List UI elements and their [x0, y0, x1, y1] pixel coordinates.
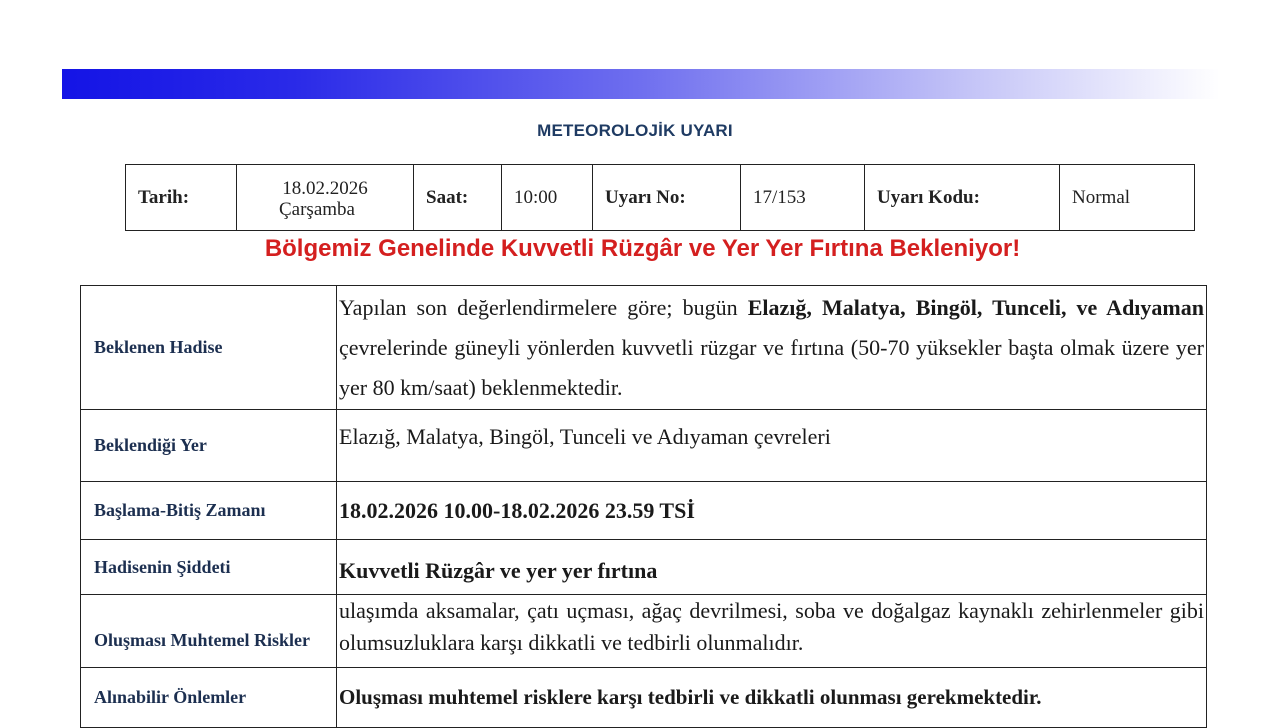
warning-code-value: Normal [1060, 165, 1195, 231]
warning-no-label: Uyarı No: [593, 165, 741, 231]
row-severity [81, 540, 1207, 595]
row-expected-event [81, 286, 1207, 410]
date-label: Tarih: [126, 165, 237, 231]
row-expected-location [81, 410, 1207, 482]
risks-text: ulaşımda aksamalar, çatı uçması, ağaç devrilmesi, soba ve doğalgaz kaynaklı zehirlenmeler gibi olumsuzluklara karşı dikkatli ve tedbirli olunmalıdır. [339, 598, 1204, 655]
expected-location-label: Beklendiği Yer [81, 410, 337, 482]
risks-value [337, 595, 1207, 668]
time-range-label: Başlama-Bitiş Zamanı [81, 482, 337, 540]
severity-value: Kuvvetli Rüzgâr ve yer yer fırtına [337, 540, 1207, 595]
time-value: 10:00 [502, 165, 593, 231]
document-title: METEOROLOJİK UYARI [537, 121, 733, 140]
expected-event-text-start: Yapılan son değerlendirmelere göre; bugün [339, 294, 748, 320]
meta-row [126, 165, 1195, 231]
day-value: Çarşamba [279, 198, 355, 220]
precautions-label: Alınabilir Önlemler [81, 668, 337, 728]
expected-event-text-end: çevrelerinde güneyli yönlerden kuvvetli rüzgar ve fırtına (50-70 yüksekler başta olmak üzere yer yer 80 km/saat) beklenmektedir. [339, 334, 1204, 400]
severity-label: Hadisenin Şiddeti [81, 540, 337, 595]
expected-event-label: Beklenen Hadise [81, 286, 337, 410]
date-value: 18.02.2026 [282, 177, 368, 199]
date-cell [237, 165, 414, 231]
precautions-value: Oluşması muhtemel risklere karşı tedbirli ve dikkatli olunması gerekmektedir. [337, 668, 1207, 728]
warning-headline: Bölgemiz Genelinde Kuvvetli Rüzgâr ve Yer Yer Fırtına Bekleniyor! [264, 235, 1021, 262]
time-label: Saat: [414, 165, 502, 231]
expected-event-text [339, 288, 1204, 408]
warning-detail-table [80, 285, 1207, 728]
header-gradient-bar [62, 69, 1220, 99]
expected-event-provinces: Elazığ, Malatya, Bingöl, Tunceli, ve Adıyaman [747, 294, 1204, 320]
warning-code-label: Uyarı Kodu: [865, 165, 1060, 231]
warning-meta-table [125, 164, 1195, 231]
time-range-value: 18.02.2026 10.00-18.02.2026 23.59 TSİ [337, 482, 1207, 540]
row-risks [81, 595, 1207, 668]
row-time-range [81, 482, 1207, 540]
row-precautions [81, 668, 1207, 728]
expected-location-value: Elazığ, Malatya, Bingöl, Tunceli ve Adıyaman çevreleri [337, 410, 1207, 482]
expected-event-value [337, 286, 1207, 410]
warning-no-value: 17/153 [741, 165, 865, 231]
risks-label: Oluşması Muhtemel Riskler [81, 595, 337, 668]
